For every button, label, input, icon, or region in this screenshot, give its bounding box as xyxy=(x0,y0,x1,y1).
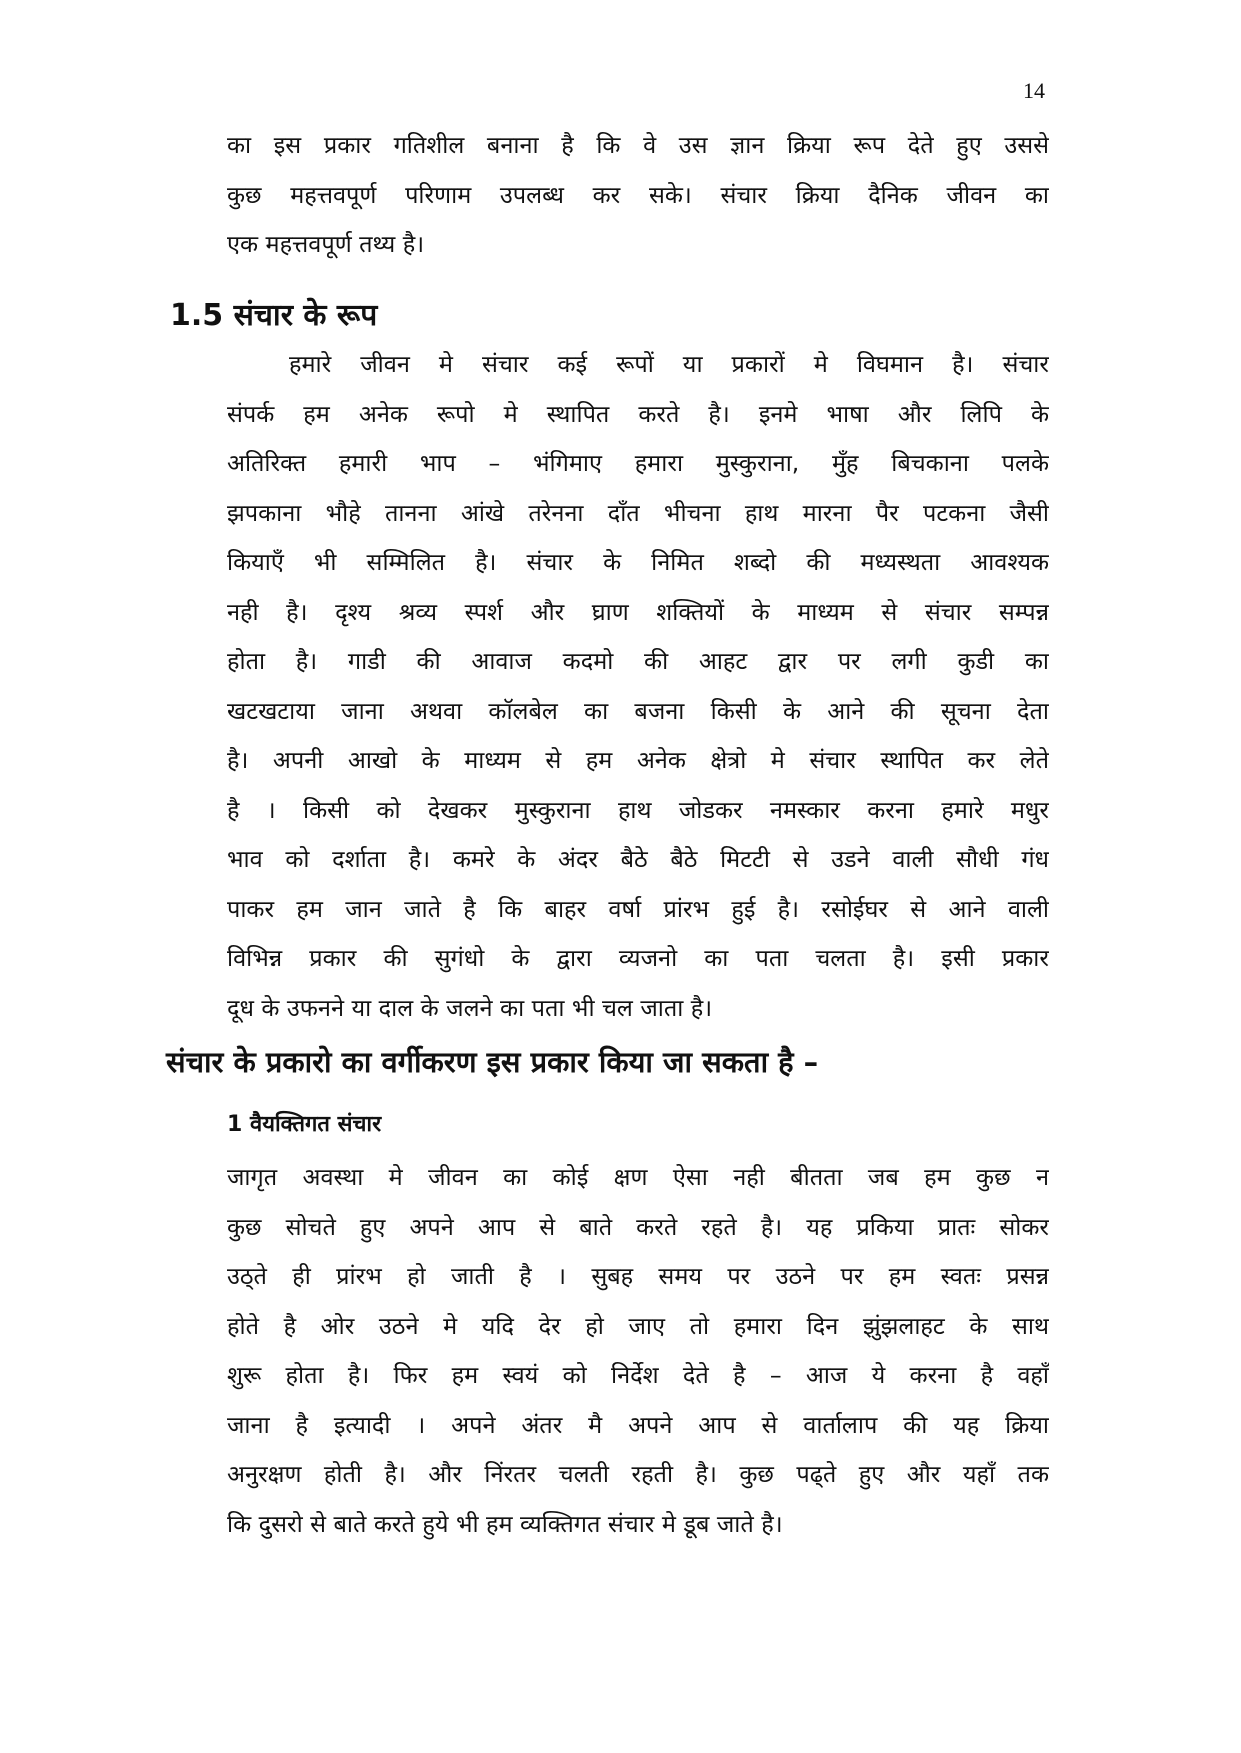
classification-heading: संचार के प्रकारो का वर्गीकरण इस प्रकार किया जा सकता है – xyxy=(166,1045,819,1079)
page-number: 14 xyxy=(1023,78,1045,103)
text-line: होता है। गाडी की आवाज कदमो की आहट द्वार पर लगी कुडी का xyxy=(227,647,1049,675)
text-line: जाना है इत्यादी । अपने अंतर मै अपने आप से वार्तालाप की यह क्रिया xyxy=(227,1410,1049,1439)
text-line: एक महत्तवपूर्ण तथ्य है। xyxy=(227,230,425,258)
text-line: दूध के उफनने या दाल के जलने का पता भी चल जाता है। xyxy=(227,993,713,1022)
text-line: संपर्क हम अनेक रूपो मे स्थापित करते है। इनमे भाषा और लिपि के xyxy=(227,399,1049,428)
text-line: विभिन्न प्रकार की सुगंधो के द्वारा व्यजनो का पता चलता है। इसी प्रकार xyxy=(227,944,1049,972)
text-line: है। अपनी आखो के माध्यम से हम अनेक क्षेत्रो मे संचार स्थापित कर लेते xyxy=(227,746,1049,774)
text-line: है । किसी को देखकर मुस्कुराना हाथ जोडकर नमस्कार करना हमारे मधुर xyxy=(227,795,1049,824)
text-line: कुछ महत्तवपूर्ण परिणाम उपलब्ध कर सके। संचार क्रिया दैनिक जीवन का xyxy=(227,180,1049,209)
text-line: उठ्ते ही प्रांरभ हो जाती है । सुबह समय पर उठने पर हम स्वतः प्रसन्न xyxy=(227,1262,1049,1290)
section-paragraph xyxy=(227,340,1049,1033)
subsection-heading: 1 वैयक्तिगत संचार xyxy=(227,1112,382,1137)
text-line: शुरू होता है। फिर हम स्वयं को निर्देश देते है – आज ये करना है वहाँ xyxy=(227,1361,1049,1389)
text-line: कि दुसरो से बाते करते हुये भी हम व्यक्तिगत संचार मे डूब जाते है। xyxy=(227,1509,783,1538)
text-line: अनुरक्षण होती है। और निंरतर चलती रहती है। कुछ पढ्ते हुए और यहाँ तक xyxy=(227,1460,1049,1488)
text-line: खटखटाया जाना अथवा कॉलबेल का बजना किसी के आने की सूचना देता xyxy=(227,696,1049,725)
text-line: झपकाना भौहे तानना आंखे तरेनना दाँत भीचना हाथ मारना पैर पटकना जैसी xyxy=(227,498,1049,527)
subsection-paragraph xyxy=(227,1153,1049,1549)
text-line: जागृत अवस्था मे जीवन का कोई क्षण ऐसा नही बीतता जब हम कुछ न xyxy=(227,1163,1049,1191)
text-line: अतिरिक्त हमारी भाप – भंगिमाए हमारा मुस्कुराना, मुँह बिचकाना पलके xyxy=(227,449,1049,477)
section-heading: 1.5 संचार के रूप xyxy=(170,298,378,333)
text-line: कियाएँ भी सम्मिलित है। संचार के निमित शब्दो की मध्यस्थता आवश्यक xyxy=(227,548,1049,576)
text-line: नही है। दृश्य श्रव्य स्पर्श और घ्राण शक्तियों के माध्यम से संचार सम्पन्न xyxy=(227,597,1049,626)
text-line: कुछ सोचते हुए अपने आप से बाते करते रहते है। यह प्रकिया प्रातः सोकर xyxy=(227,1212,1049,1241)
text-line: हमारे जीवन मे संचार कई रूपों या प्रकारों मे विघमान है। संचार xyxy=(289,350,1049,378)
text-line: पाकर हम जान जाते है कि बाहर वर्षा प्रांरभ हुई है। रसोईघर से आने वाली xyxy=(227,894,1049,923)
text-line: भाव को दर्शाता है। कमरे के अंदर बैठे बैठे मिटटी से उडने वाली सौधी गंध xyxy=(227,845,1049,873)
text-line: का इस प्रकार गतिशील बनाना है कि वे उस ज्ञान क्रिया रूप देते हुए उससे xyxy=(227,131,1049,159)
text-line: होते है ओर उठने मे यदि देर हो जाए तो हमारा दिन झुंझलाहट के साथ xyxy=(227,1311,1049,1340)
intro-paragraph xyxy=(227,121,1049,270)
